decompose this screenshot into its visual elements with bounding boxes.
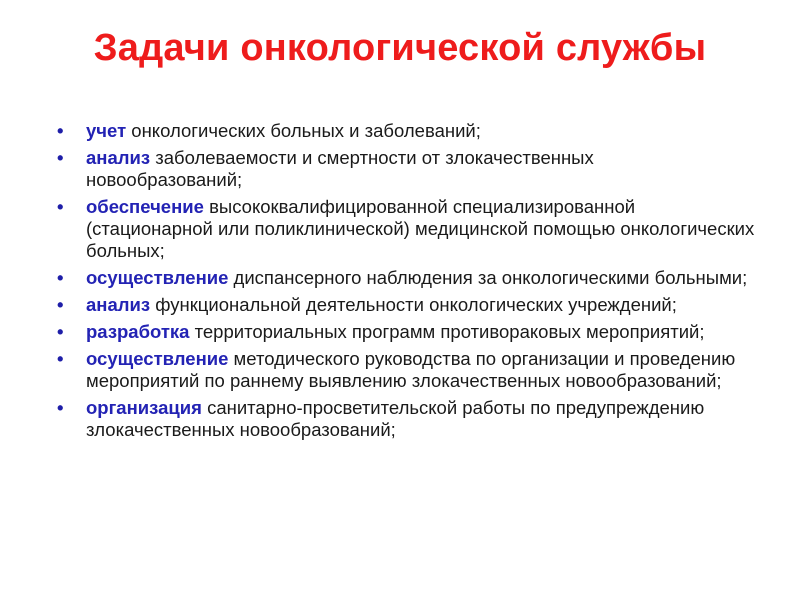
item-text: территориальных программ противораковых мероприятий;	[189, 321, 705, 342]
item-text: диспансерного наблюдения за онкологическими больными;	[228, 267, 748, 288]
bullet-icon: •	[57, 294, 64, 315]
bullet-icon: •	[57, 196, 64, 217]
item-keyword: обеспечение	[86, 196, 204, 217]
slide-title: Задачи онкологической службы	[93, 27, 707, 69]
bullet-icon: •	[57, 348, 64, 369]
item-text: санитарно-просветительской работы по предупреждению злокачественных новообразований;	[86, 397, 705, 440]
bullet-icon: •	[57, 120, 64, 141]
bullet-icon: •	[57, 397, 64, 418]
item-keyword: осуществление	[86, 348, 229, 369]
list-item	[55, 147, 755, 191]
item-text: высококвалифицированной специализированной (стационарной или поликлинической) медицинской помощью онкологических больных;	[86, 196, 755, 261]
bullet-icon: •	[57, 267, 64, 288]
item-keyword: разработка	[86, 321, 190, 342]
list-item	[55, 348, 755, 392]
list-item	[55, 294, 755, 316]
item-keyword: осуществление	[86, 267, 229, 288]
bullet-icon: •	[57, 321, 64, 342]
bullet-icon: •	[57, 147, 64, 168]
list-item	[55, 397, 755, 441]
list-item	[55, 321, 755, 343]
task-list	[55, 120, 755, 446]
item-text: онкологических больных и заболеваний;	[126, 120, 481, 141]
item-keyword: учет	[86, 120, 127, 141]
list-item	[55, 267, 755, 289]
item-keyword: анализ	[86, 147, 151, 168]
list-item	[55, 120, 755, 142]
item-keyword: анализ	[86, 294, 151, 315]
list-item	[55, 196, 755, 262]
item-text: заболеваемости и смертности от злокачественных новообразований;	[86, 147, 594, 190]
item-keyword: организация	[86, 397, 202, 418]
item-text: функциональной деятельности онкологических учреждений;	[150, 294, 677, 315]
item-text: методического руководства по организации и проведению мероприятий по раннему выявлению злокачественных новообразований;	[86, 348, 736, 391]
